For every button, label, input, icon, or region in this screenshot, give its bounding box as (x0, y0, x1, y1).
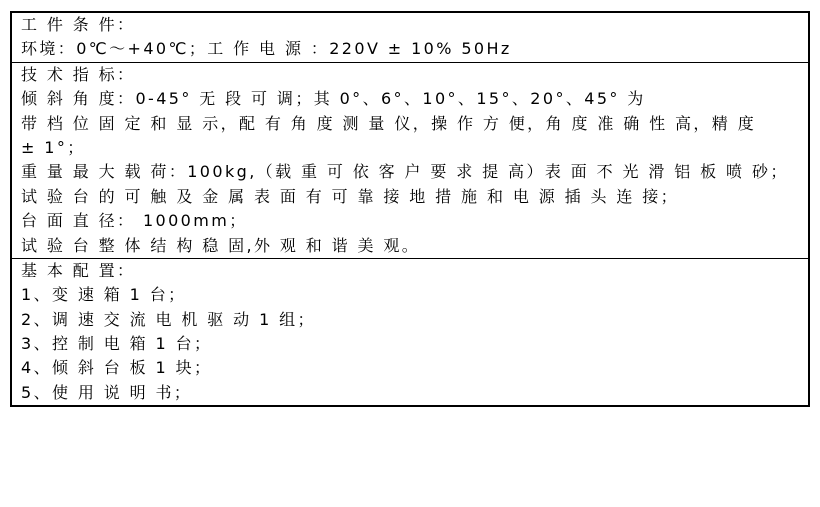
config-item: 5、使 用 说 明 书； (21, 382, 193, 402)
config-item: 3、控 制 电 箱 1 台； (21, 334, 213, 354)
config-item: 2、调 速 交 流 电 机 驱 动 1 组； (21, 309, 316, 329)
spec-line: 台 面 直 径： 1000mm； (21, 211, 248, 231)
section-working-conditions (12, 13, 808, 62)
section-heading: 技 术 指 标： (21, 64, 136, 84)
config-item: 4、倾 斜 台 板 1 块； (21, 358, 213, 378)
section-basic-configuration (12, 258, 808, 405)
section-heading: 工 件 条 件： (21, 15, 136, 34)
spec-table (10, 11, 810, 407)
spec-line: ± 1°； (21, 137, 86, 157)
spec-line: 试 验 台 整 体 结 构 稳 固,外 观 和 谐 美 观。 (21, 235, 421, 255)
spec-line: 重 量 最 大 载 荷：100kg,（载 重 可 依 客 户 要 求 提 高）表 面 不 光 滑 铝 板 喷 砂； (21, 162, 789, 182)
spec-line: 倾 斜 角 度：0-45° 无 段 可 调；其 0°、6°、10°、15°、20°、45° 为 (21, 89, 646, 109)
spec-line: 环境：0℃～+40℃；工 作 电 源 ：220V ± 10% 50Hz (21, 39, 512, 59)
section-technical-specs (12, 62, 808, 258)
config-item: 1、变 速 箱 1 台； (21, 285, 187, 305)
section-heading: 基 本 配 置： (21, 260, 136, 280)
spec-line: 试 验 台 的 可 触 及 金 属 表 面 有 可 靠 接 地 措 施 和 电 源 插 头 连 接； (21, 186, 680, 206)
spec-line: 带 档 位 固 定 和 显 示，配 有 角 度 测 量 仪，操 作 方 便，角 度 准 确 性 高，精 度 (21, 113, 757, 133)
